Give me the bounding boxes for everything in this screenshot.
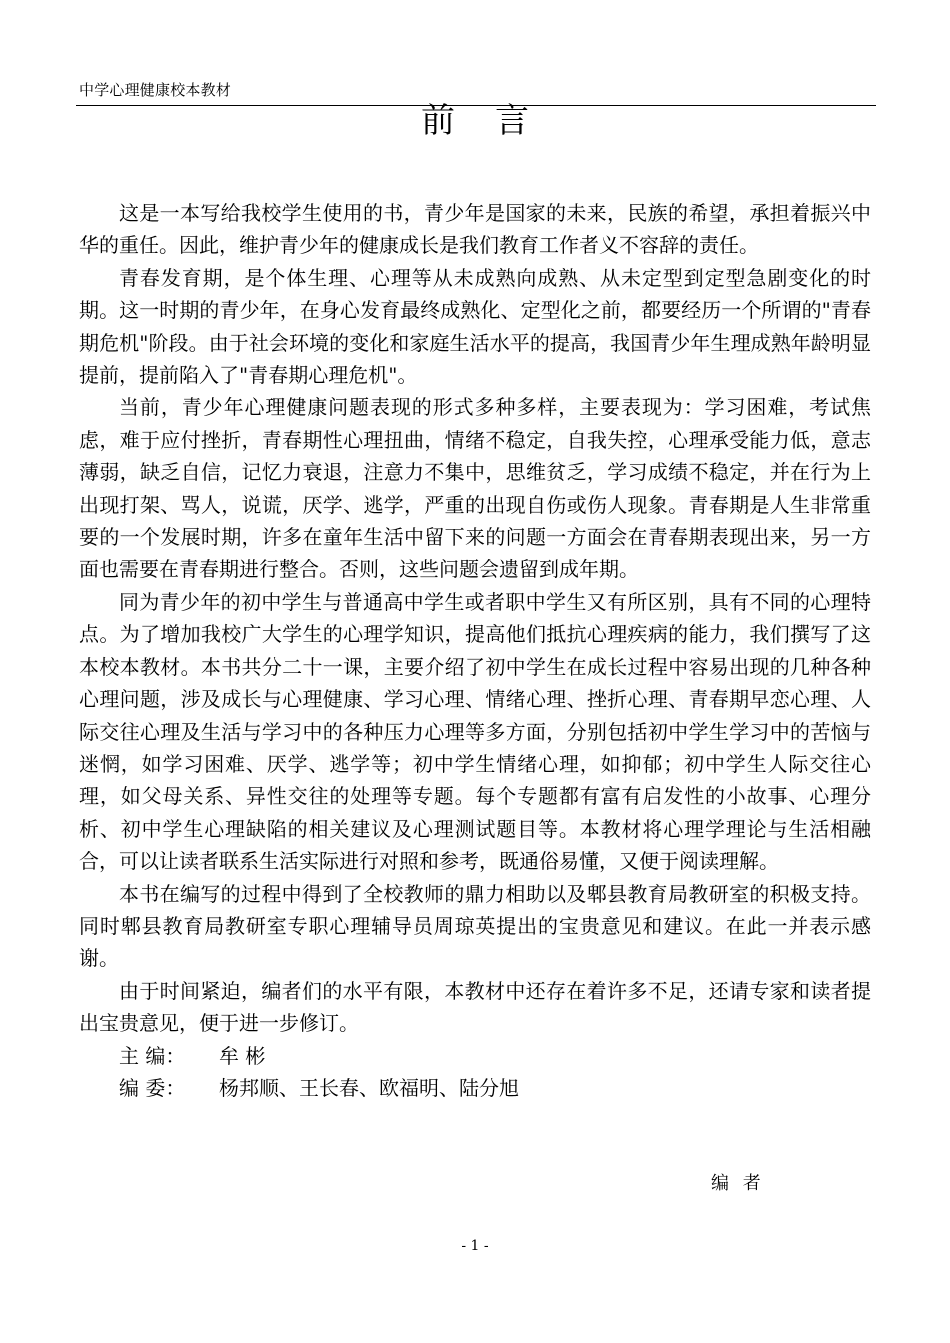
chief-editor-line bbox=[79, 1040, 871, 1072]
running-header: 中学心理健康校本教材 bbox=[79, 81, 232, 99]
paragraph-2: 青春发育期，是个体生理、心理等从未成熟向成熟、从未定型到定型急剧变化的时期。这一时期的青少年，在身心发育最终成熟化、定型化之前，都要经历一个所谓的"青春期危机"阶段。由于社会环境的变化和家庭生活水平的提高，我国青少年生理成熟年龄明显提前，提前陷入了"青春期心理危机"。 bbox=[79, 265, 871, 388]
paragraph-6: 由于时间紧迫，编者们的水平有限，本教材中还存在着许多不足，还请专家和读者提出宝贵意见，便于进一步修订。 bbox=[79, 978, 871, 1036]
paragraph-1: 这是一本写给我校学生使用的书，青少年是国家的未来，民族的希望，承担着振兴中华的重任。因此，维护青少年的健康成长是我们教育工作者义不容辞的责任。 bbox=[79, 201, 871, 258]
preface-body bbox=[79, 197, 871, 1104]
paragraph-3: 当前，青少年心理健康问题表现的形式多种多样，主要表现为：学习困难，考试焦虑，难于应付挫折，青春期性心理扭曲，情绪不稳定，自我失控，心理承受能力低，意志薄弱，缺乏自信，记忆力衰退，注意力不集中，思维贫乏，学习成绩不稳定，并在行为上出现打架、骂人，说谎，厌学、逃学，严重的出现自伤或伤人现象。青春期是人生非常重要的一个发展时期，许多在童年生活中留下来的问题一方面会在青春期表现出来，另一方面也需要在青春期进行整合。否则，这些问题会遗留到成年期。 bbox=[79, 395, 871, 582]
chief-editor-name: 牟 彬 bbox=[219, 1043, 266, 1068]
page-number: - 1 - bbox=[461, 1238, 489, 1254]
editorial-board-line bbox=[79, 1072, 871, 1104]
editorial-board-names: 杨邦顺、王长春、欧福明、陆分旭 bbox=[219, 1075, 519, 1100]
page-title: 前言 bbox=[421, 101, 569, 141]
editorial-board-label: 编 委： bbox=[119, 1075, 186, 1100]
signature: 编 者 bbox=[711, 1173, 761, 1194]
paragraph-5: 本书在编写的过程中得到了全校教师的鼎力相助以及郫县教育局教研室的积极支持。同时郫县教育局教研室专职心理辅导员周琼英提出的宝贵意见和建议。在此一并表示感谢。 bbox=[79, 881, 871, 971]
chief-editor-label: 主 编： bbox=[119, 1043, 186, 1068]
paragraph-4: 同为青少年的初中学生与普通高中学生或者职中学生又有所区别，具有不同的心理特点。为了增加我校广大学生的心理学知识，提高他们抵抗心理疾病的能力，我们撰写了这本校本教材。本书共分二十一课，主要介绍了初中学生在成长过程中容易出现的几种各种心理问题，涉及成长与心理健康、学习心理、情绪心理、挫折心理、青春期早恋心理、人际交往心理及生活与学习中的各种压力心理等多方面，分别包括初中学生学习中的苦恼与迷惘，如学习困难、厌学、逃学等；初中学生情绪心理，如抑郁；初中学生人际交往心理，如父母关系、异性交往的处理等专题。每个专题都有富有启发性的小故事、心理分析、初中学生心理缺陷的相关建议及心理测试题目等。本教材将心理学理论与生活相融合，可以让读者联系生活实际进行对照和参考，既通俗易懂，又便于阅读理解。 bbox=[79, 589, 871, 874]
